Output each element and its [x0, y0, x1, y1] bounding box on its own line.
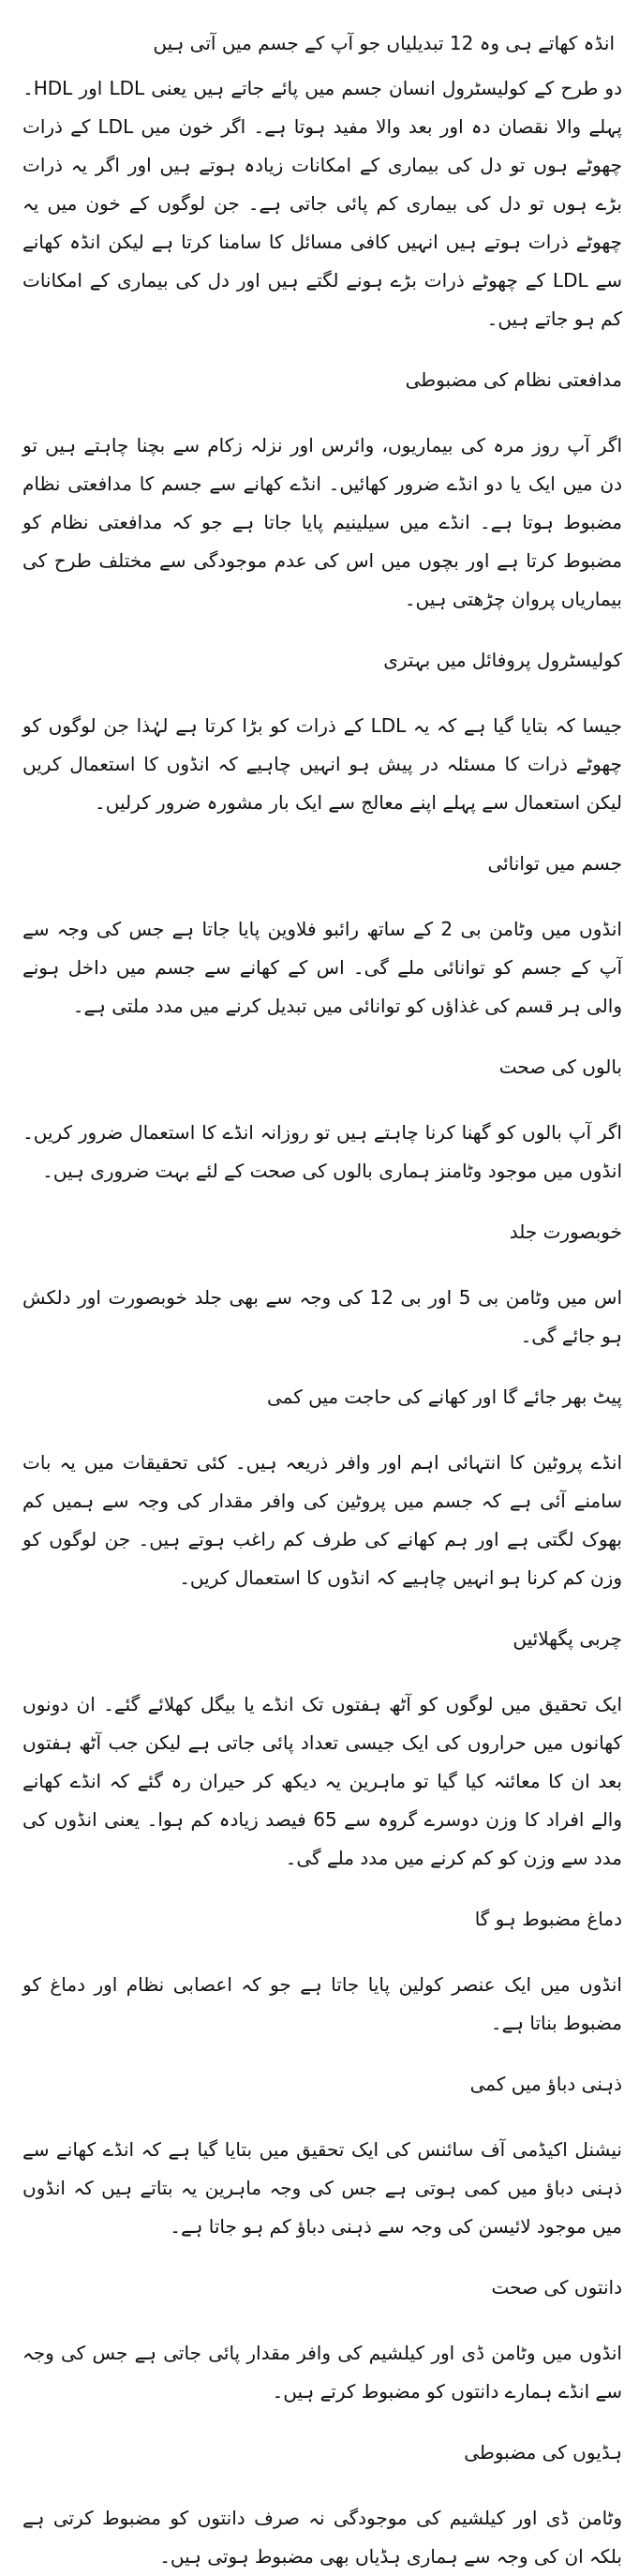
- section-paragraph-brain: انڈوں میں ایک عنصر کولین پایا جاتا ہے جو کہ اعصابی نظام اور دماغ کو مضبوط بناتا ہے۔: [22, 1973, 622, 2034]
- section-paragraph-bones: وٹامن ڈی اور کیلشیم کی موجودگی نہ صرف دانتوں کو مضبوط کرتی ہے بلکہ ان کی وجہ سے ہماری ہڈیاں بھی مضبوط ہوتی ہیں۔: [22, 2507, 622, 2568]
- section-heading-satiety: پیٹ بھر جائے گا اور کھانے کی حاجت میں کمی: [266, 1385, 622, 1408]
- section-paragraph-stress: نیشنل اکیڈمی آف سائنس کی ایک تحقیق میں بتایا گیا ہے کہ انڈے کھانے سے ذہنی دباؤ میں کمی ہوتی ہے جس کی وجہ ماہرین یہ بتاتے ہیں کہ انڈوں میں موجود لائیسن کی وجہ سے ذہنی دباؤ کم ہو جاتا ہے۔: [22, 2138, 622, 2238]
- section-heading-immunity: مدافعتی نظام کی مضبوطی: [405, 368, 622, 391]
- section-paragraph-energy: انڈوں میں وٹامن بی 2 کے ساتھ رائبو فلاوین پایا جاتا ہے جس کی وجہ سے آپ کے جسم کو توانائی ملے گی۔ اس کے کھانے سے جسم میں داخل ہونے والی ہر قسم کی غذاؤں کو توانائی میں تبدیل کرنے میں مدد ملتی ہے۔: [22, 918, 622, 1017]
- section-paragraph-skin: اس میں وٹامن بی 5 اور بی 12 کی وجہ سے بھی جلد خوبصورت اور دلکش ہو جائے گی۔: [22, 1286, 623, 1347]
- section-heading-stress: ذہنی دباؤ میں کمی: [469, 2073, 622, 2095]
- section-heading-energy: جسم میں توانائی: [487, 852, 622, 875]
- section-paragraph-fat: ایک تحقیق میں لوگوں کو آٹھ ہفتوں تک انڈے یا بیگل کھلائے گئے۔ ان دونوں کھانوں میں حراروں کی ایک جیسی تعداد پائی جاتی ہے لیکن جب آٹھ ہفتوں بعد ان کا معائنہ کیا گیا تو ماہرین یہ دیکھ کر حیران رہ گئے کہ انڈے کھانے والے افراد کا وزن دوسرے گروہ سے 65 فیصد زیادہ کم ہوا۔ یعنی انڈوں کی مدد سے وزن کو کم کرنے میں مدد ملے گی۔: [22, 1693, 623, 1869]
- section-paragraph-satiety: انڈے پروٹین کا انتہائی اہم اور وافر ذریعہ ہیں۔ کئی تحقیقات میں یہ بات سامنے آئی ہے کہ جسم میں پروٹین کی وافر مقدار کی وجہ سے ہمیں کم بھوک لگتی ہے اور ہم کھانے کی طرف کم راغب ہوتے ہیں۔ جن لوگوں کو وزن کم کرنا ہو انہیں چاہیے کہ انڈوں کا استعمال کریں۔: [22, 1451, 622, 1589]
- section-heading-teeth: دانتوں کی صحت: [491, 2276, 622, 2299]
- intro-paragraph: دو طرح کے کولیسٹرول انسان جسم میں پائے جاتے ہیں یعنی LDL اور HDL۔ پہلے والا نقصان دہ اور بعد والا مفید ہوتا ہے۔ اگر خون میں LDL کے ذرات چھوٹے ہوں تو دل کی بیماری کے امکانات زیادہ ہوتے ہیں اور اگر یہ ذرات بڑے ہوں تو دل کی بیماری کم پائی جاتی ہے۔ جن لوگوں کے خون میں یہ چھوٹے ذرات ہوتے ہیں انہیں کافی مسائل کا سامنا کرتا ہے لیکن انڈہ کھانے سے LDL کے چھوٹے ذرات بڑے ہونے لگتے ہیں اور دل کی بیماری کے امکانات کم ہو جاتے ہیں۔: [22, 77, 622, 330]
- section-heading-brain: دماغ مضبوط ہو گا: [474, 1908, 622, 1930]
- section-paragraph-teeth: انڈوں میں وٹامن ڈی اور کیلشیم کی وافر مقدار پائی جاتی ہے جس کی وجہ سے انڈے ہمارے دانتوں کو مضبوط کرتے ہیں۔: [22, 2342, 622, 2403]
- section-paragraph-immunity: اگر آپ روز مرہ کی بیماریوں، وائرس اور نزلہ زکام سے بچنا چاہتے ہیں تو دن میں ایک یا دو انڈے ضرور کھائیں۔ انڈے کھانے سے جسم کا مدافعتی نظام مضبوط ہوتا ہے۔ انڈے میں سیلینیم پایا جاتا ہے جو کہ مدافعتی نظام کو مضبوط کرتا ہے اور بچوں میں اس کی عدم موجودگی سے مختلف طرح کی بیماریاں پروان چڑھتی ہیں۔: [22, 434, 622, 610]
- article-title: انڈہ کھاتے ہی وہ 12 تبدیلیاں جو آپ کے جسم میں آتی ہیں: [153, 32, 615, 54]
- section-heading-cholesterol: کولیسٹرول پروفائل میں بہتری: [383, 649, 622, 671]
- section-paragraph-cholesterol: جیسا کہ بتایا گیا ہے کہ یہ LDL کے ذرات کو بڑا کرتا ہے لہٰذا جن لوگوں کو چھوٹے ذرات کا مسئلہ در پیش ہو انہیں چاہیے کہ انڈوں کا استعمال کریں لیکن استعمال سے پہلے اپنے معالج سے ایک بار مشورہ ضرور کرلیں۔: [22, 714, 622, 814]
- section-paragraph-hair: اگر آپ بالوں کو گھنا کرنا چاہتے ہیں تو روزانہ انڈے کا استعمال ضرور کریں۔ انڈوں میں موجود وٹامنز ہماری بالوں کی صحت کے لئے بہت ضروری ہیں۔: [22, 1121, 622, 1182]
- section-heading-skin: خوبصورت جلد: [509, 1221, 622, 1243]
- section-heading-hair: بالوں کی صحت: [498, 1056, 622, 1078]
- section-heading-fat: چربی پگھلائیں: [513, 1627, 622, 1650]
- section-heading-bones: ہڈیوں کی مضبوطی: [464, 2441, 622, 2464]
